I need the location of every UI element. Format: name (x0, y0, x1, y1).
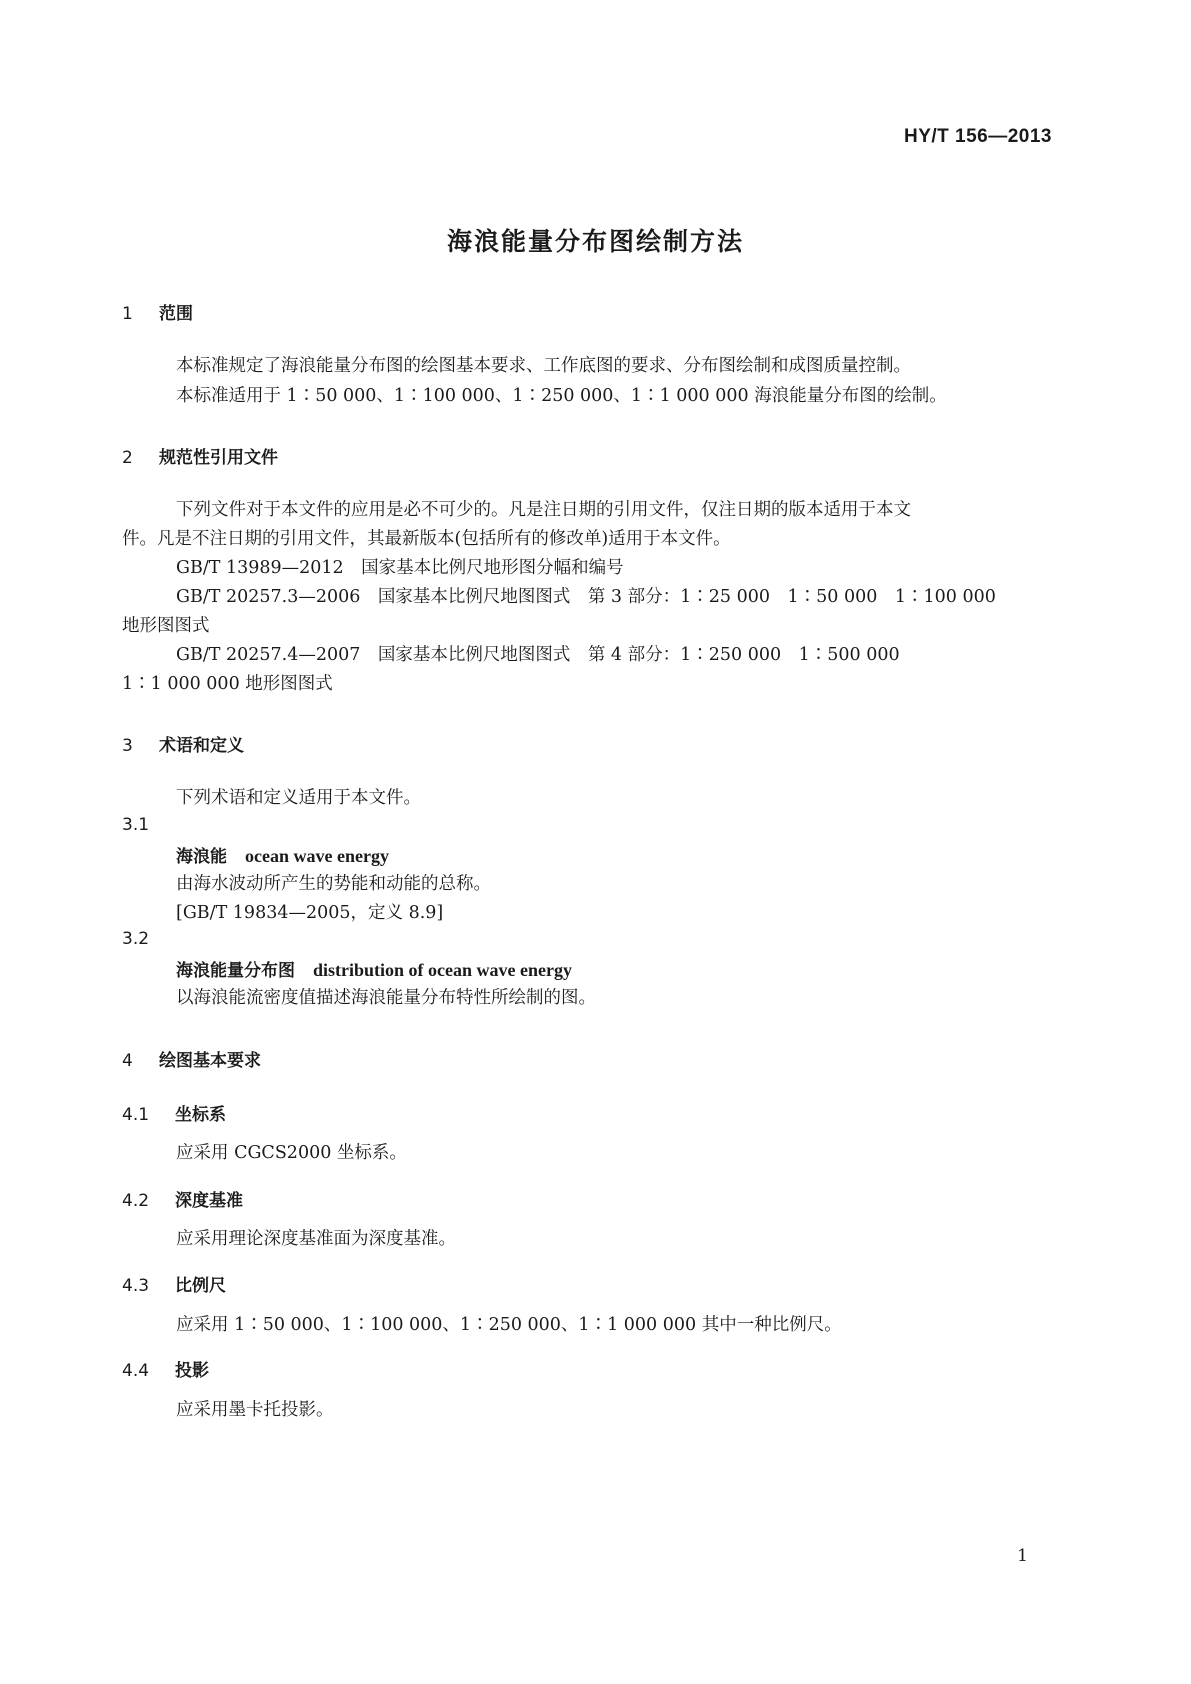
term-number: 3.2 (122, 929, 150, 949)
subsection-number: 4.2 (122, 1191, 150, 1211)
paragraph: 件。凡是不注日期的引用文件，其最新版本(包括所有的修改单)适用于本文件。 (122, 529, 731, 549)
term-source: [GB/T 19834—2005，定义 8.9] (176, 903, 444, 923)
term-chinese: 海浪能量分布图 (176, 961, 295, 981)
paragraph: 应采用墨卡托投影。 (176, 1400, 334, 1420)
term-entry (176, 956, 572, 981)
paragraph: 应采用理论深度基准面为深度基准。 (176, 1229, 456, 1249)
section-3-heading (122, 731, 244, 756)
term-number: 3.1 (122, 815, 150, 835)
section-title: 术语和定义 (159, 736, 244, 756)
paragraph: 应采用 1∶50 000、1∶100 000、1∶250 000、1∶1 000 000 其中一种比例尺。 (176, 1315, 842, 1335)
section-title: 规范性引用文件 (159, 448, 278, 468)
document-title: 海浪能量分布图绘制方法 (446, 227, 744, 256)
normative-reference: GB/T 13989—2012 国家基本比例尺地形图分幅和编号 (176, 558, 624, 578)
subsection-4-2-heading (122, 1186, 243, 1211)
normative-reference: GB/T 20257.3—2006 国家基本比例尺地图图式 第 3 部分：1∶25 000 1∶50 000 1∶100 000 (176, 587, 996, 607)
subsection-title: 比例尺 (175, 1276, 226, 1296)
normative-reference-continued: 地形图图式 (122, 616, 210, 636)
term-english: ocean wave energy (245, 846, 389, 866)
standard-code: HY/T 156—2013 (903, 126, 1052, 147)
term-definition: 以海浪能流密度值描述海浪能量分布特性所绘制的图。 (176, 988, 596, 1008)
paragraph: 下列术语和定义适用于本文件。 (176, 788, 421, 808)
subsection-title: 坐标系 (175, 1105, 226, 1125)
section-number: 4 (122, 1051, 133, 1071)
section-title: 绘图基本要求 (159, 1051, 261, 1071)
paragraph: 本标准适用于 1∶50 000、1∶100 000、1∶250 000、1∶1 000 000 海浪能量分布图的绘制。 (176, 386, 947, 406)
section-title: 范围 (159, 304, 193, 324)
term-entry (176, 842, 389, 867)
section-2-heading (122, 443, 278, 468)
page-number: 1 (1017, 1546, 1028, 1566)
section-number: 3 (122, 736, 133, 756)
term-english: distribution of ocean wave energy (313, 960, 572, 980)
subsection-number: 4.4 (122, 1361, 150, 1381)
term-definition: 由海水波动所产生的势能和动能的总称。 (176, 874, 491, 894)
section-number: 2 (122, 448, 133, 468)
normative-reference: GB/T 20257.4—2007 国家基本比例尺地图图式 第 4 部分：1∶250 000 1∶500 000 (176, 645, 900, 665)
subsection-4-3-heading (122, 1271, 226, 1296)
section-4-heading (122, 1046, 261, 1071)
paragraph: 本标准规定了海浪能量分布图的绘图基本要求、工作底图的要求、分布图绘制和成图质量控制。 (176, 356, 911, 376)
subsection-4-4-heading (122, 1356, 209, 1381)
subsection-number: 4.3 (122, 1276, 150, 1296)
subsection-title: 投影 (175, 1361, 209, 1381)
normative-reference-continued: 1∶1 000 000 地形图图式 (122, 674, 333, 694)
term-chinese: 海浪能 (176, 847, 227, 867)
section-1-heading (122, 299, 193, 324)
subsection-number: 4.1 (122, 1105, 150, 1125)
paragraph: 下列文件对于本文件的应用是必不可少的。凡是注日期的引用文件，仅注日期的版本适用于本文 (176, 500, 911, 520)
subsection-title: 深度基准 (175, 1191, 243, 1211)
subsection-4-1-heading (122, 1100, 226, 1125)
section-number: 1 (122, 304, 133, 324)
paragraph: 应采用 CGCS2000 坐标系。 (176, 1143, 407, 1163)
